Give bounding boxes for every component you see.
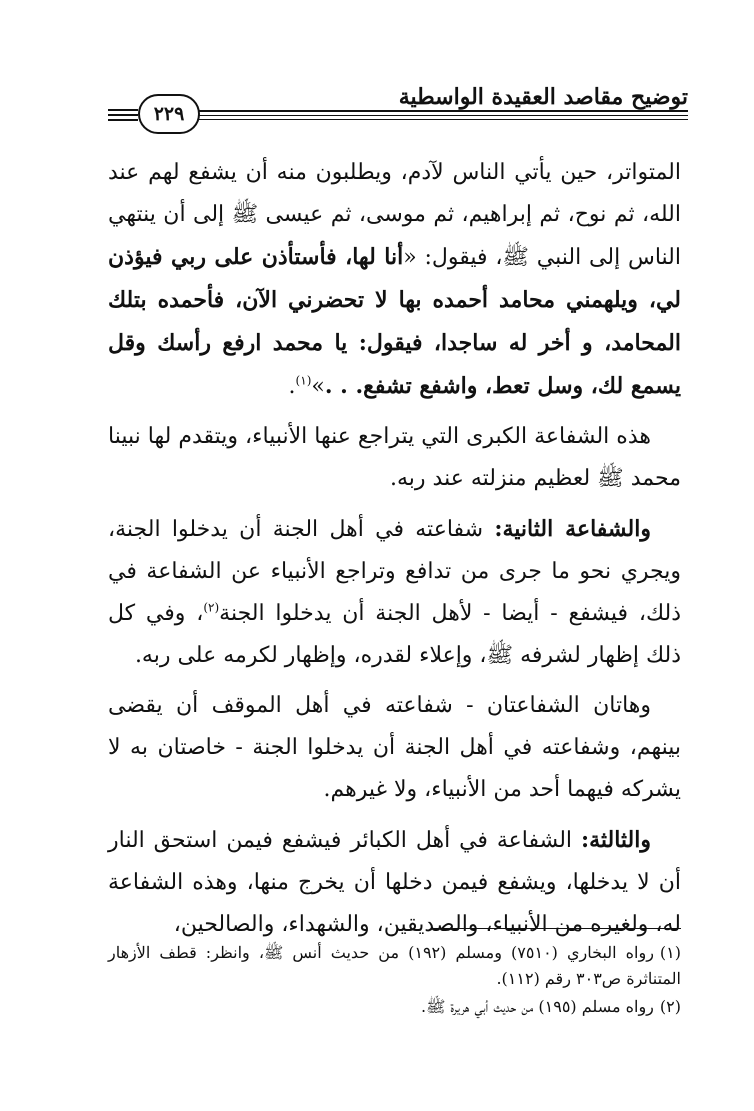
running-title: توضيح مقاصد العقيدة الواسطية (398, 84, 688, 110)
footnote-separator (433, 928, 681, 929)
footnote-number: (١) (659, 943, 682, 962)
text-segment: . (288, 374, 296, 399)
header-rule (188, 115, 688, 116)
page-header (108, 80, 688, 140)
text-segment: شفاعته في أهل الجنة أن يدخلوا الجنة، ويجري نحو ما جرى من تدافع وتراجع الأنبياء عن الشفاعة في ذلك، فيشفع - أيضا - لأهل الجنة أن يدخلوا الجنة (108, 517, 682, 626)
paragraph (108, 152, 681, 408)
footnote-marker: (٢) (203, 600, 220, 615)
footnote-text: رواه البخاري (٧٥١٠) ومسلم (١٩٢) من حديث أنس ﷺ، وانظر: قطف الأزهار المتناثرة ص٣٠٣ رقم (١١٢). (108, 943, 681, 988)
main-text (108, 152, 681, 954)
page-number: ٢٢٩ (138, 94, 200, 134)
footnote-text: رواه مسلم (١٩٥) من حديث أبي هريرة ﷺ. (420, 997, 654, 1016)
header-rule (108, 119, 138, 121)
header-rule (108, 109, 138, 111)
bold-text-segment: أنا لها، فأستأذن على ربي فيؤذن لي، ويلهمني محامد أحمده بها لا تحضرني الآن، فأحمده بتلك المحامد، و أخر له ساجدا، فيقول: يا محمد ارفع رأسك وقل يسمع لك، وسل تعط، واشفع تشفع. . . (108, 244, 681, 399)
text-segment: الشفاعة في أهل الكبائر فيشفع فيمن استحق النار أن لا يدخلها، ويشفع فيمن دخلها أن يخرج منها، وهذه الشفاعة له، ولغيره من الأنبياء، والصديقين، والشهداء، والصالحين، (108, 828, 681, 937)
paragraph (108, 685, 681, 811)
footnotes (108, 940, 681, 1022)
text-segment: » (311, 374, 325, 399)
header-rule (188, 110, 688, 112)
bold-text-segment: والشفاعة الثانية: (494, 516, 651, 542)
bold-text-segment: والثالثة: (580, 827, 651, 853)
header-rule (108, 114, 138, 116)
text-segment: وهاتان الشفاعتان - شفاعته في أهل الموقف أن يقضى بينهم، وشفاعته في أهل الجنة أن يدخلوا الجنة - خاصتان به لا يشركه فيهما أحد من الأنبياء، ولا غيرهم. (108, 693, 681, 802)
paragraph (108, 508, 681, 677)
footnote-number: (٢) (659, 997, 681, 1016)
paragraph (108, 416, 681, 500)
paragraph (108, 819, 681, 946)
text-segment: المتواتر، حين يأتي الناس لآدم، ويطلبون منه أن يشفع لهم عند الله، ثم نوح، ثم إبراهيم، ثم موسى، ثم عيسى ﷺ إلى أن ينتهي الناس إلى النبي ﷺ، فيقول: « (108, 160, 682, 270)
footnote (108, 940, 681, 992)
footnote (108, 994, 681, 1020)
text-segment: ، وفي كل ذلك إظهار لشرفه ﷺ، وإعلاء لقدره، وإظهار لكرمه على ربه. (108, 601, 681, 668)
footnote-marker: (١) (295, 373, 312, 388)
text-segment: هذه الشفاعة الكبرى التي يتراجع عنها الأنبياء، ويتقدم لها نبينا محمد ﷺ لعظيم منزلته عند ربه. (108, 424, 681, 491)
header-rule (188, 119, 688, 120)
